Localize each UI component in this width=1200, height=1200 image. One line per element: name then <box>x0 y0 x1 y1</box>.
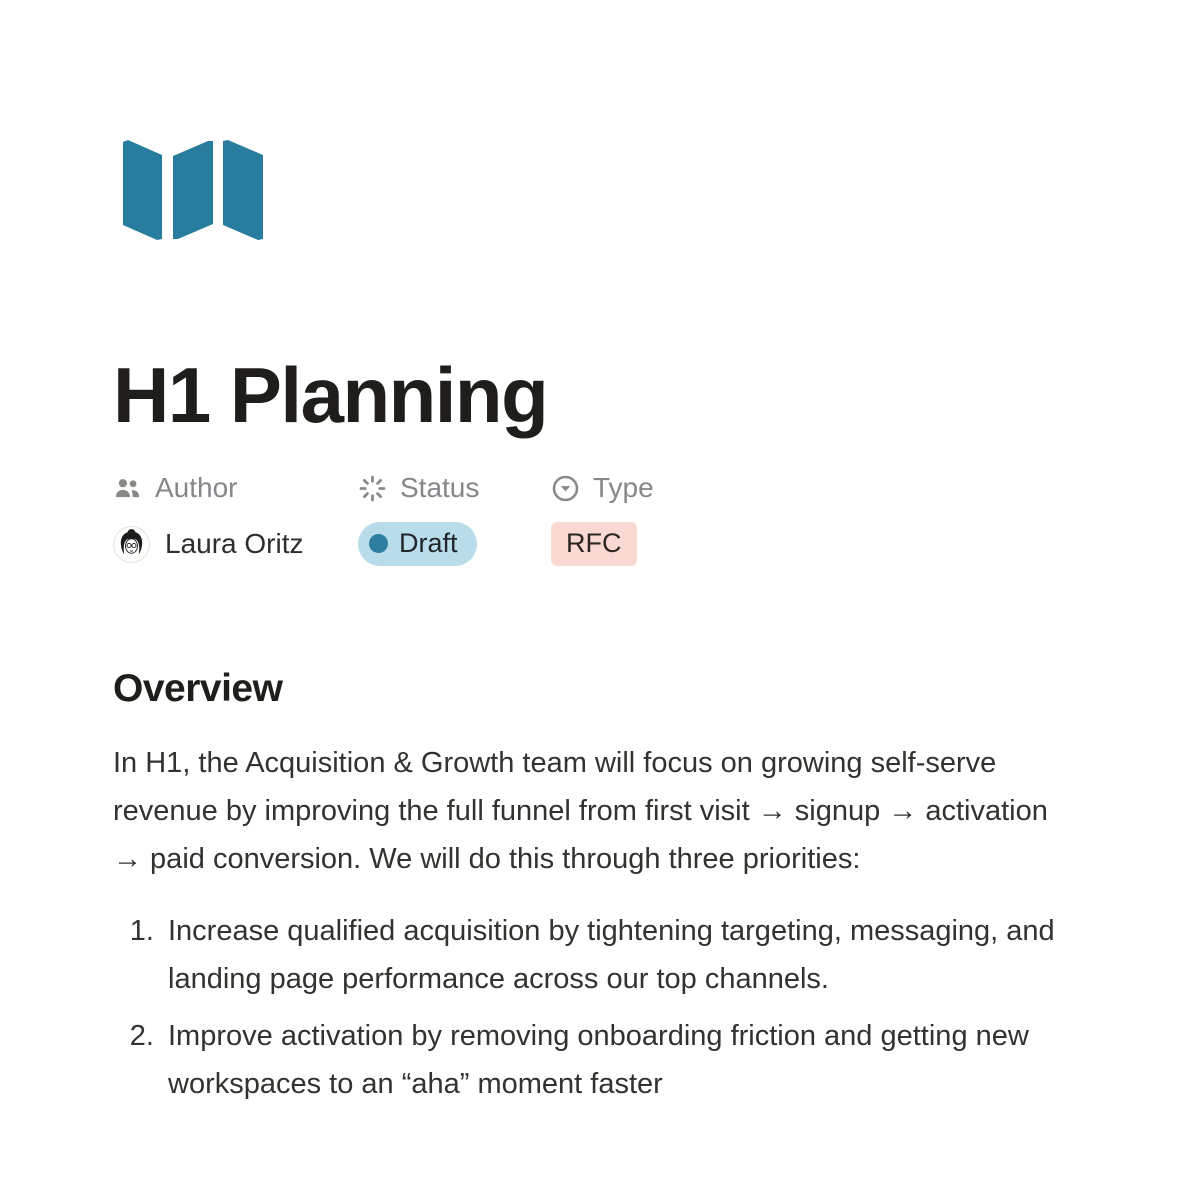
author-name: Laura Oritz <box>165 528 304 559</box>
property-status-label-text: Status <box>400 472 480 503</box>
intro-paragraph: In H1, the Acquisition & Growth team will focus on growing self-serve revenue by improving the full funnel from first visit → signup → activation → paid conversion. We will do this through three priorities: <box>113 747 1048 875</box>
priorities-list <box>113 908 1065 1109</box>
property-author-label-text: Author <box>155 472 238 503</box>
type-pill-text: RFC <box>566 528 622 558</box>
property-status-value <box>358 522 551 566</box>
list-item: 1. Increase qualified acquisition by tightening targeting, messaging, and landing page performance across our top channels. <box>162 908 1065 1004</box>
author-person-chip[interactable] <box>113 526 304 563</box>
select-icon <box>551 474 580 503</box>
page-properties <box>113 472 1070 566</box>
page-title[interactable]: H1 Planning <box>113 351 548 439</box>
property-type-label[interactable] <box>551 472 1070 504</box>
status-pill[interactable] <box>358 522 477 566</box>
list-item: 2. Improve activation by removing onboarding friction and getting new workspaces to an “aha” moment faster <box>162 1013 1065 1109</box>
property-type-label-text: Type <box>593 472 654 503</box>
spinner-icon <box>358 474 387 503</box>
property-author-value <box>113 526 358 563</box>
property-author-label[interactable] <box>113 472 358 504</box>
status-dot-icon <box>369 534 388 553</box>
property-type-value <box>551 522 1070 566</box>
map-icon[interactable] <box>123 140 263 240</box>
users-icon <box>113 474 142 503</box>
status-pill-text: Draft <box>399 528 458 558</box>
overview-heading: Overview <box>113 667 283 710</box>
avatar <box>113 526 150 563</box>
type-pill[interactable] <box>551 522 637 566</box>
property-status-label[interactable] <box>358 472 551 504</box>
